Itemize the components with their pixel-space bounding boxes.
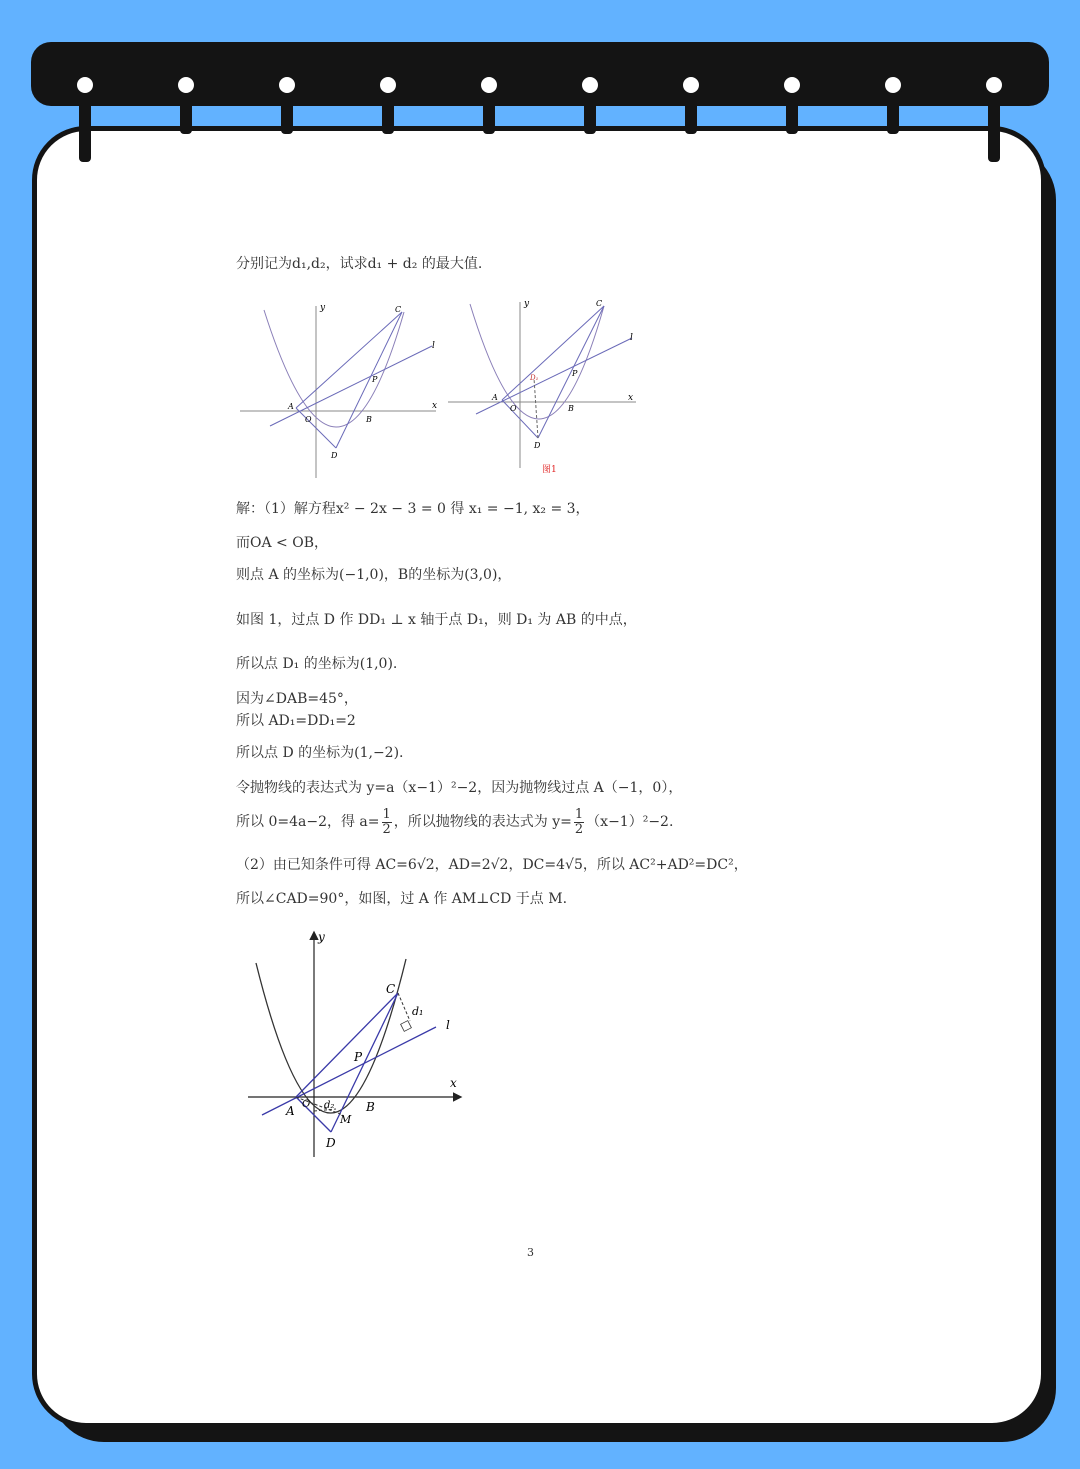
- figure1-caption: 图1: [542, 465, 557, 475]
- top-figures: [236, 298, 646, 478]
- fig3-b-label: B: [366, 1100, 375, 1114]
- fraction-line-part3: （x−1）²−2.: [586, 814, 674, 830]
- fraction-line-part2: ，所以抛物线的表达式为 y=: [393, 814, 572, 830]
- fraction-y-denominator: 2: [574, 821, 584, 837]
- fig3-o-label: O: [302, 1099, 311, 1110]
- binder-ring-stem: [584, 90, 596, 134]
- binder-ring-hole: [377, 74, 399, 96]
- binder-ring-hole: [276, 74, 298, 96]
- fraction-a-denominator: 2: [382, 821, 391, 837]
- fig2-x-label: x: [628, 393, 634, 403]
- fig3-l-label: l: [446, 1018, 450, 1032]
- binder-ring-hole: [781, 74, 803, 96]
- solution-line-10: （2）由已知条件可得 AC=6√2，AD=2√2，DC=4√5，所以 AC²+AD²=DC²，: [236, 857, 748, 873]
- binder-ring-stem: [79, 90, 91, 162]
- solution-line-1: 解：（1）解方程x² − 2x − 3 = 0 得 x₁ = −1, x₂ = 3，: [236, 501, 590, 517]
- fraction-a: [382, 808, 392, 837]
- fraction-y-numerator: 1: [574, 806, 584, 822]
- fig1-o-label: O: [305, 415, 312, 424]
- fig2-o-label: O: [510, 404, 517, 413]
- fig2-d1-label: D₁: [530, 374, 539, 382]
- fig3-a-label: A: [286, 1104, 295, 1118]
- figure-left: [240, 306, 436, 478]
- fig3-d1-label: d₁: [412, 1005, 424, 1018]
- binder-ring-stem: [685, 90, 697, 134]
- fig2-y-label: y: [524, 299, 530, 309]
- solution-line-fraction: [236, 803, 673, 841]
- binder-ring-hole: [579, 74, 601, 96]
- solution-line-8: 所以点 D 的坐标为(1,−2).: [236, 745, 404, 761]
- solution-line-11: 所以∠CAD=90°，如图，过 A 作 AM⊥CD 于点 M.: [236, 891, 568, 907]
- fraction-y: [574, 808, 584, 837]
- binder-ring-hole: [74, 74, 96, 96]
- fig1-x-label: x: [432, 401, 438, 411]
- solution-line-3: 则点 A 的坐标为(−1,0)，B的坐标为(3,0)，: [236, 567, 512, 583]
- binder-ring-stem: [887, 90, 899, 134]
- fraction-a-numerator: 1: [382, 806, 391, 822]
- fig3-x-label: x: [450, 1076, 457, 1090]
- fig2-b-label: B: [568, 404, 574, 413]
- fig3-p-label: P: [354, 1050, 363, 1064]
- figure-right: [448, 302, 636, 468]
- binder-ring-stem: [180, 90, 192, 134]
- fig1-y-label: y: [320, 303, 326, 313]
- binder-ring-stem: [382, 90, 394, 134]
- solution-line-6: 因为∠DAB=45°，: [236, 691, 358, 707]
- page-number: 3: [527, 1246, 534, 1259]
- fig2-c-label: C: [596, 299, 603, 308]
- binder-ring-stem: [786, 90, 798, 134]
- binder-ring-hole: [478, 74, 500, 96]
- binder-ring-hole: [680, 74, 702, 96]
- solution-line-9: 令抛物线的表达式为 y=a（x−1）²−2，因为抛物线过点 A（−1，0），: [236, 780, 683, 796]
- solution-line-2: 而OA < OB，: [236, 535, 328, 551]
- solution-line-7: 所以 AD₁=DD₁=2: [236, 713, 356, 729]
- fig2-a-label: A: [492, 393, 498, 402]
- binder-ring-stem: [483, 90, 495, 134]
- fig2-d-label: D: [534, 441, 541, 450]
- fig1-b-label: B: [366, 415, 372, 424]
- problem-intro-line: 分别记为d₁,d₂，试求d₁ + d₂ 的最大值.: [236, 256, 483, 272]
- fig3-d-label: D: [326, 1136, 336, 1150]
- binder-ring-hole: [175, 74, 197, 96]
- binder-ring-stem: [988, 90, 1000, 162]
- fig3-m-label: M: [340, 1113, 352, 1126]
- binder-ring-hole: [983, 74, 1005, 96]
- fig1-d-label: D: [331, 451, 338, 460]
- fig2-p-label: P: [572, 369, 578, 378]
- binder-ring-stem: [281, 90, 293, 134]
- fraction-line-part1: 所以 0=4a−2，得 a=: [236, 814, 380, 830]
- bottom-figure: [240, 925, 480, 1165]
- fig2-l-label: l: [630, 333, 633, 343]
- fig3-d2-label: d₂: [324, 1100, 335, 1111]
- binder-ring-hole: [882, 74, 904, 96]
- fig1-a-label: A: [288, 402, 294, 411]
- fig1-c-label: C: [395, 305, 402, 314]
- solution-line-5: 所以点 D₁ 的坐标为(1,0).: [236, 656, 398, 672]
- fig1-p-label: P: [372, 375, 378, 384]
- solution-line-4: 如图 1，过点 D 作 DD₁ ⊥ x 轴于点 D₁，则 D₁ 为 AB 的中点，: [236, 612, 637, 628]
- fig1-l-label: l: [432, 341, 435, 351]
- fig3-c-label: C: [386, 982, 396, 996]
- fig3-y-label: y: [318, 930, 325, 944]
